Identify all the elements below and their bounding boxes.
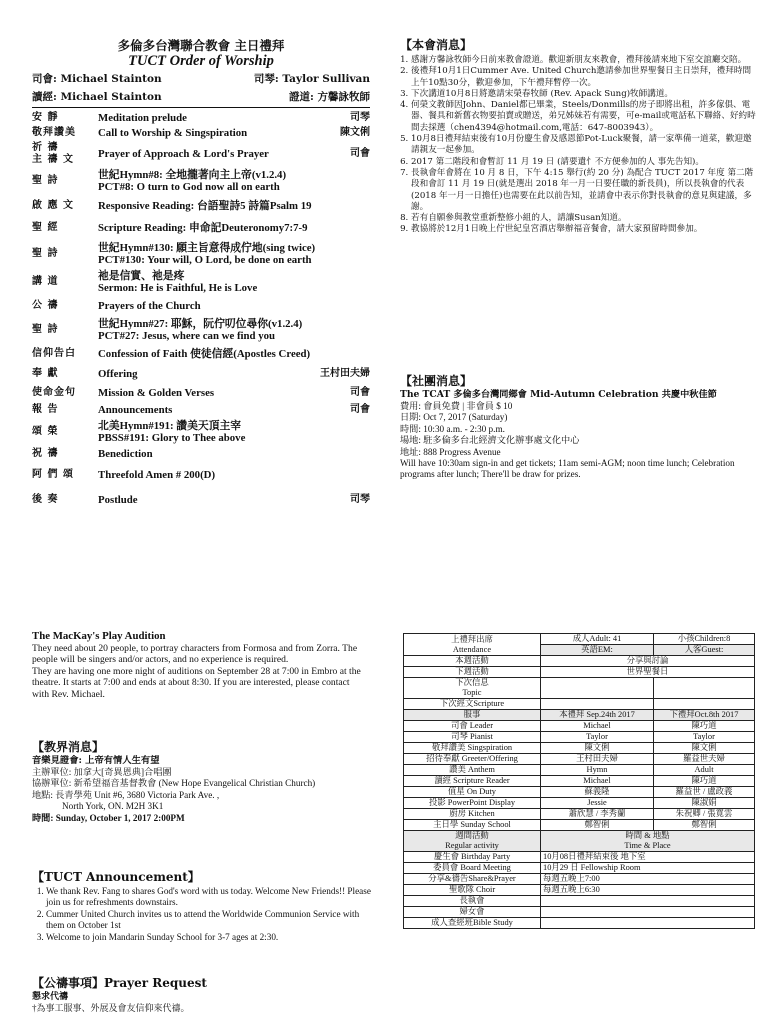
order-item-label: 使命金句 xyxy=(32,387,76,398)
order-item-text: 世紀Hymn#130: 願主旨意得成佇地(sing twice) PCT#130: Your will, O Lord, be done on earth xyxy=(98,242,316,266)
news-column xyxy=(400,38,758,927)
table-cell: 下禮拜Oct.8th 2017 xyxy=(654,710,755,721)
table-row xyxy=(404,907,755,918)
order-item-text: 祂是信實、祂是疼 Sermon: He is Faithful, He is Love xyxy=(98,270,258,294)
order-item-label: 聖 詩 xyxy=(32,324,59,335)
table-cell: 10月29 日 Fellowship Room xyxy=(541,863,755,874)
table-cell: 陳文俐 xyxy=(654,743,755,754)
table-row xyxy=(404,809,755,820)
table-cell: 每週五晚上6:30 xyxy=(541,885,755,896)
table-cell: 主日學 Sunday School xyxy=(404,820,541,831)
order-item xyxy=(32,344,370,364)
table-cell: 每週五晚上7:00 xyxy=(541,874,755,885)
table-row xyxy=(404,721,755,732)
order-item xyxy=(32,418,370,446)
order-item-person: 陳文俐 xyxy=(340,126,370,138)
order-item-label: 祝 禱 xyxy=(32,448,59,459)
order-item-label: 聖 詩 xyxy=(32,248,59,259)
news-item: 3. 下次講道10月8日將邀請宋榮春牧師 (Rev. Apack Sung)牧師講道。 xyxy=(411,89,758,100)
order-item xyxy=(32,167,370,195)
officer-reader: 讀經: Michael Stainton xyxy=(32,91,162,103)
mackay-block xyxy=(32,630,367,700)
order-item xyxy=(32,364,370,384)
order-item-text: Mission & Golden Verses xyxy=(98,387,215,399)
order-item-text: Call to Worship & Singspiration xyxy=(98,126,248,139)
order-item xyxy=(32,240,370,268)
table-cell: Taylor xyxy=(541,732,654,743)
table-cell: 朱祝卿 / 張寬雲 xyxy=(654,809,755,820)
table-cell: Adult xyxy=(654,765,755,776)
table-cell xyxy=(541,678,654,699)
community-line-1: 日期: Oct 7, 2017 (Saturday) xyxy=(400,412,508,423)
news-item: 1. 感謝方馨詠牧師今日前來教會證道。歡迎新朋友來教會，禮拜後請來地下室交誼廳交陪。 xyxy=(411,55,758,66)
community-line-2: 時間: 10:30 a.m. - 2:30 p.m. xyxy=(400,423,505,434)
table-cell: 聖歌隊 Choir xyxy=(404,885,541,896)
worship-column xyxy=(32,38,371,1013)
world-line-3: North York, ON. M2H 3K1 xyxy=(62,801,164,812)
table-cell: 本禮拜 Sep.24th 2017 xyxy=(541,710,654,721)
table-row xyxy=(404,678,755,699)
table-cell: 小孩Children:8 xyxy=(654,634,755,645)
news-item: 4. 何榮文教師因John、Daniel都已畢業，Steels/Donmills的房子即將出租，許多傢俱、電器、餐具和新舊衣物要拍賣或贈送，弟兄姊妹若有需要，可e-mail或電話私下聯絡、好約時間去採選（chen4394@hotmail.com,電話：647-8003943）。 xyxy=(411,100,758,134)
worship-title-en: TUCT Order of Worship xyxy=(128,53,274,69)
table-cell: 投影 PowerPoint Display xyxy=(404,798,541,809)
officer-row-1 xyxy=(32,71,370,88)
world-line-4: 時間: Sunday, October 1, 2017 2:00PM xyxy=(32,812,185,823)
order-item xyxy=(32,488,370,512)
order-item-label: 講 道 xyxy=(32,276,59,287)
table-cell: 司會 Leader xyxy=(404,721,541,732)
table-cell: 陳淑娟 xyxy=(654,798,755,809)
order-item-person: 司琴 xyxy=(350,111,370,123)
table-cell: 成人Adult: 41 xyxy=(541,634,654,645)
table-cell: 婦女會 xyxy=(404,907,541,918)
table-cell: 下次經文Scripture xyxy=(404,699,541,710)
table-cell: 上禮拜出席 Attendance xyxy=(404,634,541,656)
table-row xyxy=(404,820,755,831)
table-cell: 人客Guest: xyxy=(654,645,755,656)
order-of-worship xyxy=(32,110,370,512)
order-item-text: Responsive Reading: 台語聖詩5 詩篇Psalm 19 xyxy=(98,199,312,212)
news-item: 6. 2017 第二階段和會暫訂 11 月 19 日 (請要遺忄不方便參加的人 事先告知)。 xyxy=(411,157,758,168)
table-row xyxy=(404,831,755,852)
tuct-item: 3. Welcome to join Mandarin Sunday School for 3-7 ages at 2:30. xyxy=(46,932,372,943)
world-line-1: 協辦單位: 新希望福音基督教會 (New Hope Evangelical Christian Church) xyxy=(32,778,316,789)
table-row xyxy=(404,776,755,787)
table-cell: 鄭智俐 xyxy=(654,820,755,831)
table-cell: Jessie xyxy=(541,798,654,809)
table-row xyxy=(404,699,755,710)
order-item-text: Prayer of Approach & Lord's Prayer xyxy=(98,147,269,160)
order-item-label: 阿 們 頌 xyxy=(32,469,74,480)
table-cell: 陳巧道 xyxy=(654,776,755,787)
table-cell: 服事 xyxy=(404,710,541,721)
table-row xyxy=(404,798,755,809)
table-cell xyxy=(654,678,755,699)
table-cell: 羅益世 / 盧政義 xyxy=(654,787,755,798)
tuct-heading: 【TUCT Announcement】 xyxy=(32,870,200,884)
table-cell: 讚美 Anthem xyxy=(404,765,541,776)
table-row xyxy=(404,634,755,645)
community-line-0: 費用: 會員免費 | 非會員 $ 10 xyxy=(400,401,513,411)
tuct-list xyxy=(32,886,372,943)
table-cell: 蘇義隆 xyxy=(541,787,654,798)
tuct-item: 1. We thank Rev. Fang to shares God's word with us today. Welcome New Friends!! Please join us for refreshments downstairs. xyxy=(46,886,372,909)
order-item-person: 司會 xyxy=(350,404,370,415)
world-heading: 【教界消息】 xyxy=(32,740,105,754)
worship-title-cn: 多倫多台灣聯合教會 主日禮拜 xyxy=(117,38,285,53)
order-item-text: Confession of Faith 使徒信經(Apostles Creed) xyxy=(98,348,311,360)
table-cell: Hymn xyxy=(541,765,654,776)
table-cell xyxy=(541,699,654,710)
order-item-label: 報 告 xyxy=(32,404,59,415)
table-cell: 委員會 Board Meeting xyxy=(404,863,541,874)
table-cell: 英語EM: xyxy=(541,645,654,656)
tuct-item: 2. Cummer United Church invites us to attend the Worldwide Communion Service with them on October 1st xyxy=(46,909,372,932)
news-heading: 【本會消息】 xyxy=(400,38,473,52)
table-cell xyxy=(541,918,755,929)
table-row xyxy=(404,656,755,667)
order-item-text: Benediction xyxy=(98,448,153,460)
world-line-2: 地點: 長青學苑 Unit #6, 3680 Victoria Park Ave. , xyxy=(32,789,220,800)
news-item: 8. 若有自願參與教堂重新整修小組的人，請讓Susan知道。 xyxy=(411,213,758,224)
table-cell: 司琴 Pianist xyxy=(404,732,541,743)
table-cell: 長執會 xyxy=(404,896,541,907)
table-cell: 蕭欣慧 / 李秀蘭 xyxy=(541,809,654,820)
news-item: 2. 後禮拜10月1日Cummer Ave. United Church邀請參加世界聖餐日主日崇拜，禮拜時間上午10點30分，歡迎參加，下午禮拜暫停一次。 xyxy=(411,66,758,89)
table-cell: Michael xyxy=(541,721,654,732)
table-row xyxy=(404,885,755,896)
table-row xyxy=(404,765,755,776)
table-cell: 分享&禱告Share&Prayer xyxy=(404,874,541,885)
table-cell: 陳巧道 xyxy=(654,721,755,732)
table-row xyxy=(404,710,755,721)
table-cell: 鄭智俐 xyxy=(541,820,654,831)
order-item-person: 司會 xyxy=(350,147,370,159)
mackay-p1: They need about 20 people, to portray characters from Formosa and from Zorra. The people will be singers and/or actors, and no experience is required. xyxy=(32,643,358,666)
order-item-label: 聖 經 xyxy=(32,222,59,233)
prayer-line: †為事工服事、外展及會友信仰來代禱。 xyxy=(32,1003,190,1013)
table-row xyxy=(404,787,755,798)
table-cell: 讀經 Scripture Reader xyxy=(404,776,541,787)
order-item xyxy=(32,462,370,488)
news-item: 5. 10月8日禮拜結束後有10月份慶生會及感恩節Pot-Luck聚餐，請一家準備一道菜，歡迎邀請親友一起參加。 xyxy=(411,134,758,157)
community-title: The TCAT 多倫多台灣同鄉會 Mid-Autumn Celebration 共慶中秋佳節 xyxy=(400,389,717,400)
order-item-label: 後 奏 xyxy=(32,494,59,505)
table-cell: 世界聖餐日 xyxy=(541,667,755,678)
officer-row-2 xyxy=(32,89,370,106)
news-item: 7. 長執會年會將在 10 月 8 日，下午 4:15 舉行(約 20 分) 為配合 TUCT 2017 年度 第二階段和會訂 11 月 19 日(就是選出 2018 年一月一日要任職的新長員)，所以長執會的代表(2018 年一月一日擔任)也需要在此以前告知，並請會中表示你對長執會的意見與建議，多謝。 xyxy=(411,168,758,213)
order-item-text: Postlude xyxy=(98,494,138,506)
order-item xyxy=(32,296,370,316)
officer-preacher: 證道: 方馨詠牧師 xyxy=(288,91,370,103)
order-item-person: 司會 xyxy=(350,387,370,398)
table-row xyxy=(404,754,755,765)
community-heading: 【社團消息】 xyxy=(400,374,473,388)
table-row xyxy=(404,874,755,885)
table-cell: 時間 & 地點 Time & Place xyxy=(541,831,755,852)
world-line-0: 主辦單位: 加拿大[奇異恩典]合唱團 xyxy=(32,767,172,777)
order-item-label: 信仰告白 xyxy=(32,348,76,359)
table-cell: Michael xyxy=(541,776,654,787)
table-cell: 羅益世夫婦 xyxy=(654,754,755,765)
order-item-text: Threefold Amen # 200(D) xyxy=(98,469,216,481)
order-item-label: 敬拜讚美 xyxy=(32,126,76,138)
table-cell: 分享與討論 xyxy=(541,656,755,667)
news-item: 9. 教協將於12月1日晚上佇世紀皇宮酒店舉辦福音餐會，請大家預留時間參加。 xyxy=(411,224,758,235)
table-cell: 本週活動 xyxy=(404,656,541,667)
attendance-table-wrap xyxy=(403,633,755,929)
order-item xyxy=(32,316,370,344)
table-cell: Taylor xyxy=(654,732,755,743)
table-row xyxy=(404,918,755,929)
table-row xyxy=(404,743,755,754)
order-item-label: 祈 禱 主 禱 文 xyxy=(32,141,74,165)
order-item-person: 司琴 xyxy=(350,494,370,505)
table-cell: 10月08日禮拜結束後 地下室 xyxy=(541,852,755,863)
prayer-sub: 懇求代禱 xyxy=(32,992,69,1002)
community-line-5: Will have 10:30am sign-in and get tickets; 11am semi-AGM; noon time lunch; Celebration programs after lunch; There'll be draw for prizes. xyxy=(400,458,735,480)
officer-pianist: 司琴: Taylor Sullivan xyxy=(253,73,370,85)
order-item-label: 聖 詩 xyxy=(32,175,59,186)
table-cell: 招待奉獻 Greeter/Offering xyxy=(404,754,541,765)
table-cell: 週間活動 Regular activity xyxy=(404,831,541,852)
order-item-text: Scripture Reading: 申命記Deuteronomy7:7-9 xyxy=(98,222,308,234)
community-line-3: 場地: 駐多倫多台北經濟文化辦事處文化中心 xyxy=(400,435,580,446)
order-item-label: 啟 應 文 xyxy=(32,199,74,211)
order-item xyxy=(32,125,370,140)
officer-leader: 司會: Michael Stainton xyxy=(32,73,162,85)
order-item xyxy=(32,384,370,402)
table-row xyxy=(404,852,755,863)
order-item xyxy=(32,216,370,240)
order-item-label: 頌 榮 xyxy=(32,426,59,437)
table-row xyxy=(404,732,755,743)
mackay-p2: They are having one more night of auditions on September 28 at 7:00 in Embro at the theatre. It starts at 7:00 and ends at about 8:30. If you are interested, please contact with Rev. Michael. xyxy=(32,665,361,700)
table-cell xyxy=(654,699,755,710)
table-cell: 陳文俐 xyxy=(541,743,654,754)
order-item-text: Announcements xyxy=(98,404,173,416)
table-row xyxy=(404,896,755,907)
prayer-block xyxy=(32,976,372,1014)
order-item xyxy=(32,110,370,125)
order-item xyxy=(32,446,370,462)
order-item xyxy=(32,195,370,216)
table-cell: 敬拜讚美 Singspiration xyxy=(404,743,541,754)
tuct-announcement-block xyxy=(32,870,372,943)
table-cell: 王村田夫婦 xyxy=(541,754,654,765)
table-cell: 下週活動 xyxy=(404,667,541,678)
order-item-text: Meditation prelude xyxy=(98,111,187,124)
order-item xyxy=(32,402,370,418)
table-cell: 廚房 Kitchen xyxy=(404,809,541,820)
community-block xyxy=(400,374,758,481)
table-row xyxy=(404,863,755,874)
table-cell: 值星 On Duty xyxy=(404,787,541,798)
order-item-label: 奉 獻 xyxy=(32,368,59,379)
order-item-text: Prayers of the Church xyxy=(98,300,201,312)
table-row xyxy=(404,667,755,678)
order-item-person: 王村田夫婦 xyxy=(320,368,370,379)
community-line-4: 地址: 888 Progress Avenue xyxy=(400,446,501,457)
table-cell xyxy=(541,896,755,907)
prayer-heading: 【公禱事項】Prayer Request xyxy=(32,976,207,990)
order-item xyxy=(32,268,370,296)
table-cell xyxy=(541,907,755,918)
order-item-text: Offering xyxy=(98,368,138,380)
mackay-title: The MacKay's Play Audition xyxy=(32,630,166,642)
order-item-text: 北美Hymn#191: 讚美天頂主宰 PBSS#191: Glory to Thee above xyxy=(98,420,246,444)
news-list xyxy=(400,55,758,236)
table-cell: 慶生會 Birthday Party xyxy=(404,852,541,863)
news-list-wrap xyxy=(400,55,758,236)
attendance-table xyxy=(403,633,755,929)
order-item-label: 公 禱 xyxy=(32,300,59,311)
world-title: 音樂見證會: 上帝有情人生有望 xyxy=(32,755,160,766)
world-news-block xyxy=(32,740,372,824)
divider xyxy=(32,107,370,108)
order-item-text: 世紀Hymn#8: 全地攏著向主上帝(v1.2.4) PCT#8: O turn to God now all on earth xyxy=(98,169,287,193)
order-item-label: 安 靜 xyxy=(32,111,59,123)
table-cell: 下次信息 Topic xyxy=(404,678,541,699)
order-item-text: 世紀Hymn#27: 耶穌，阮佇叨位尋你(v1.2.4) PCT#27: Jesus, where can we find you xyxy=(98,318,303,342)
order-item xyxy=(32,140,370,167)
table-cell: 成人查經班Bible Study xyxy=(404,918,541,929)
